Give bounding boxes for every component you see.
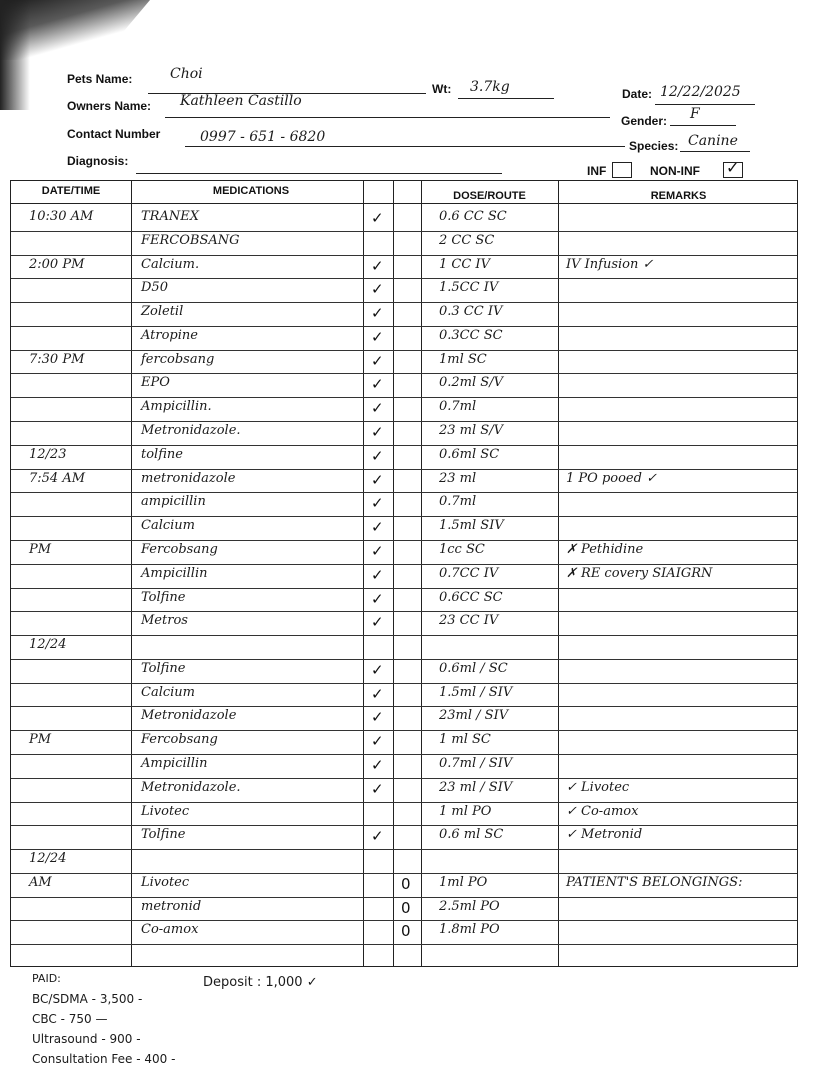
diagnosis-label: Diagnosis: <box>67 154 129 168</box>
row-dose-route: 1 ml SC <box>439 732 491 748</box>
row-medication: Livotec <box>141 803 190 819</box>
row-medication: Metronidazole. <box>141 779 241 795</box>
row-divider <box>11 469 797 470</box>
row-dose-route: 1.8ml PO <box>439 922 500 938</box>
deposit-note: Deposit : 1,000 ✓ <box>203 975 318 990</box>
row-divider <box>11 421 797 422</box>
row-dose-route: 1ml SC <box>439 351 487 367</box>
row-dose-route: 1.5ml SIV <box>439 518 504 534</box>
row-medication: Livotec <box>141 874 190 890</box>
gender-label: Gender: <box>621 114 668 128</box>
row-dose-route: 1.5CC IV <box>439 280 499 296</box>
row-medication: Calcium. <box>141 256 200 272</box>
row-divider <box>11 516 797 517</box>
wt-value: 3.7kg <box>470 79 510 95</box>
fee-line-1: BC/SDMA - 3,500 - <box>32 992 143 1006</box>
row-medication: Zoletil <box>141 304 184 320</box>
row-medication: D50 <box>141 280 168 296</box>
contact-value: 0997 - 651 - 6820 <box>200 129 326 145</box>
inf-checkbox <box>612 162 632 178</box>
row-dose-route: 0.6 ml SC <box>439 827 504 843</box>
row-datetime: 7:54 AM <box>29 470 86 486</box>
row-check-1: ✓ <box>371 494 384 513</box>
row-dose-route: 1 CC IV <box>439 256 490 272</box>
row-datetime: 2:00 PM <box>29 256 85 272</box>
row-medication: Tolfine <box>141 827 186 843</box>
row-check-1: ✓ <box>371 423 384 442</box>
row-dose-route: 2 CC SC <box>439 232 495 248</box>
species-label: Species: <box>629 139 679 153</box>
row-dose-route: 0.6ml SC <box>439 446 500 462</box>
row-dose-route: 1 ml PO <box>439 803 492 819</box>
row-remarks: ✓ Co-amox <box>566 803 639 819</box>
row-medication: Atropine <box>141 327 198 343</box>
row-check-2: 0 <box>401 874 411 893</box>
row-check-1: ✓ <box>371 779 384 798</box>
row-medication: Metronidazole <box>141 708 237 724</box>
row-check-1: ✓ <box>371 209 384 227</box>
row-dose-route: 1ml PO <box>439 874 488 890</box>
row-divider <box>11 754 797 755</box>
row-dose-route: 0.6 CC SC <box>439 209 507 224</box>
wt-label: Wt: <box>432 82 452 96</box>
row-check-1: ✓ <box>371 541 384 560</box>
row-check-1: ✓ <box>371 755 384 774</box>
row-divider <box>11 326 797 327</box>
paid-label: PAID: <box>32 972 61 985</box>
row-check-2: 0 <box>401 898 411 917</box>
species-value: Canine <box>688 133 738 149</box>
date-label: Date: <box>622 87 653 101</box>
row-divider <box>11 920 797 921</box>
date-value: 12/22/2025 <box>660 84 741 100</box>
row-dose-route: 23ml / SIV <box>439 708 509 724</box>
row-datetime: 12/23 <box>29 446 67 462</box>
row-check-1: ✓ <box>371 327 384 346</box>
row-datetime: AM <box>29 874 52 890</box>
row-check-1: ✓ <box>371 256 384 275</box>
row-medication: Metros <box>141 613 188 629</box>
row-medication: fercobsang <box>141 351 215 367</box>
row-medication: tolfine <box>141 446 183 462</box>
row-remarks: IV Infusion ✓ <box>566 256 654 272</box>
row-dose-route: 23 ml / SIV <box>439 779 513 795</box>
row-medication: Calcium <box>141 684 195 700</box>
header-dose-route: DOSE/ROUTE <box>453 190 526 202</box>
row-check-1: ✓ <box>371 351 384 370</box>
row-medication: Fercobsang <box>141 541 218 557</box>
row-dose-route: 0.7ml <box>439 399 477 415</box>
row-medication: FERCOBSANG <box>141 232 240 248</box>
row-divider <box>11 350 797 351</box>
row-medication: Calcium <box>141 518 195 534</box>
row-check-1: ✓ <box>371 446 384 465</box>
row-datetime: 10:30 AM <box>29 209 94 224</box>
row-divider <box>11 683 797 684</box>
row-check-1: ✓ <box>371 613 384 632</box>
row-medication: metronid <box>141 898 202 914</box>
row-dose-route: 0.6CC SC <box>439 589 503 605</box>
row-medication: Ampicillin <box>141 755 208 771</box>
row-divider <box>11 659 797 660</box>
row-divider <box>11 373 797 374</box>
row-datetime: PM <box>29 732 52 748</box>
row-dose-route: 1.5ml / SIV <box>439 684 513 700</box>
row-medication: Metronidazole. <box>141 423 241 439</box>
row-check-1: ✓ <box>371 732 384 751</box>
owners-name-value: Kathleen Castillo <box>180 93 302 109</box>
row-datetime: 7:30 PM <box>29 351 85 367</box>
row-remarks: ✓ Metronid <box>566 827 643 843</box>
row-dose-route: 23 CC IV <box>439 613 499 629</box>
row-check-1: ✓ <box>371 827 384 846</box>
row-check-1: ✓ <box>371 304 384 323</box>
row-dose-route: 0.7ml <box>439 494 477 510</box>
row-dose-route: 23 ml <box>439 470 477 486</box>
contact-label: Contact Number <box>67 127 161 141</box>
row-divider <box>11 397 797 398</box>
row-divider <box>11 540 797 541</box>
row-datetime: 12/24 <box>29 637 67 653</box>
header-datetime: DATE/TIME <box>41 185 101 197</box>
row-divider <box>11 445 797 446</box>
row-divider <box>11 706 797 707</box>
row-check-1: ✓ <box>371 708 384 727</box>
row-medication: metronidazole <box>141 470 236 486</box>
row-divider <box>11 492 797 493</box>
fee-line-3: Ultrasound - 900 - <box>32 1032 141 1046</box>
row-remarks: ✓ Livotec <box>566 779 630 795</box>
row-divider <box>11 825 797 826</box>
row-medication: ampicillin <box>141 494 206 510</box>
row-check-1: ✓ <box>371 565 384 584</box>
row-medication: Tolfine <box>141 660 186 676</box>
header-remarks: REMARKS <box>650 190 707 202</box>
row-medication: Tolfine <box>141 589 186 605</box>
row-divider <box>11 897 797 898</box>
row-datetime: 12/24 <box>29 851 67 867</box>
row-check-1: ✓ <box>371 280 384 299</box>
row-check-1: ✓ <box>371 470 384 489</box>
row-dose-route: 2.5ml PO <box>439 898 500 914</box>
row-dose-route: 0.7ml / SIV <box>439 755 513 771</box>
row-divider <box>11 802 797 803</box>
row-dose-route: 0.3CC SC <box>439 327 503 343</box>
header-medications: MEDICATIONS <box>212 185 290 197</box>
row-divider <box>11 944 797 945</box>
row-divider <box>11 302 797 303</box>
row-remarks: ✗ Pethidine <box>566 541 644 557</box>
row-remarks: PATIENT'S BELONGINGS: <box>566 874 743 890</box>
row-divider <box>11 730 797 731</box>
row-dose-route: 0.7CC IV <box>439 565 499 581</box>
row-check-1: ✓ <box>371 684 384 703</box>
row-check-1: ✓ <box>371 399 384 418</box>
row-divider <box>11 635 797 636</box>
row-divider <box>11 255 797 256</box>
row-divider <box>11 278 797 279</box>
row-divider <box>11 778 797 779</box>
non-inf-label: NON-INF <box>650 164 700 178</box>
row-medication: Ampicillin <box>141 565 208 581</box>
fee-line-4: Consultation Fee - 400 - <box>32 1052 176 1066</box>
row-medication: Fercobsang <box>141 732 218 748</box>
row-check-2: 0 <box>401 922 411 941</box>
non-inf-check-mark: ✓ <box>726 158 740 177</box>
row-dose-route: 23 ml S/V <box>439 423 503 439</box>
row-medication: TRANEX <box>141 209 199 224</box>
row-dose-route: 0.6ml / SC <box>439 660 508 676</box>
row-datetime: PM <box>29 541 52 557</box>
row-check-1: ✓ <box>371 589 384 608</box>
gender-value: F <box>690 106 700 122</box>
fee-line-2: CBC - 750 — <box>32 1012 108 1026</box>
owners-name-label: Owners Name: <box>67 99 152 113</box>
row-divider <box>11 873 797 874</box>
row-medication: Ampicillin. <box>141 399 212 415</box>
row-divider <box>11 231 797 232</box>
row-remarks: 1 PO pooed ✓ <box>566 470 657 486</box>
edge-shadow <box>0 0 30 110</box>
row-medication: EPO <box>141 375 170 391</box>
row-dose-route: 0.2ml S/V <box>439 375 503 391</box>
treatment-table <box>10 180 798 967</box>
row-divider <box>11 849 797 850</box>
row-divider <box>11 588 797 589</box>
pets-name-label: Pets Name: <box>67 72 133 86</box>
row-dose-route: 0.3 CC IV <box>439 304 503 320</box>
row-check-1: ✓ <box>371 518 384 537</box>
inf-label: INF <box>587 164 607 178</box>
row-dose-route: 1cc SC <box>439 541 485 557</box>
row-divider <box>11 611 797 612</box>
row-check-1: ✓ <box>371 660 384 679</box>
row-divider <box>11 564 797 565</box>
row-medication: Co-amox <box>141 922 199 938</box>
pets-name-value: Choi <box>170 66 203 82</box>
row-check-1: ✓ <box>371 375 384 394</box>
row-remarks: ✗ RE covery SIAIGRN <box>566 565 713 581</box>
